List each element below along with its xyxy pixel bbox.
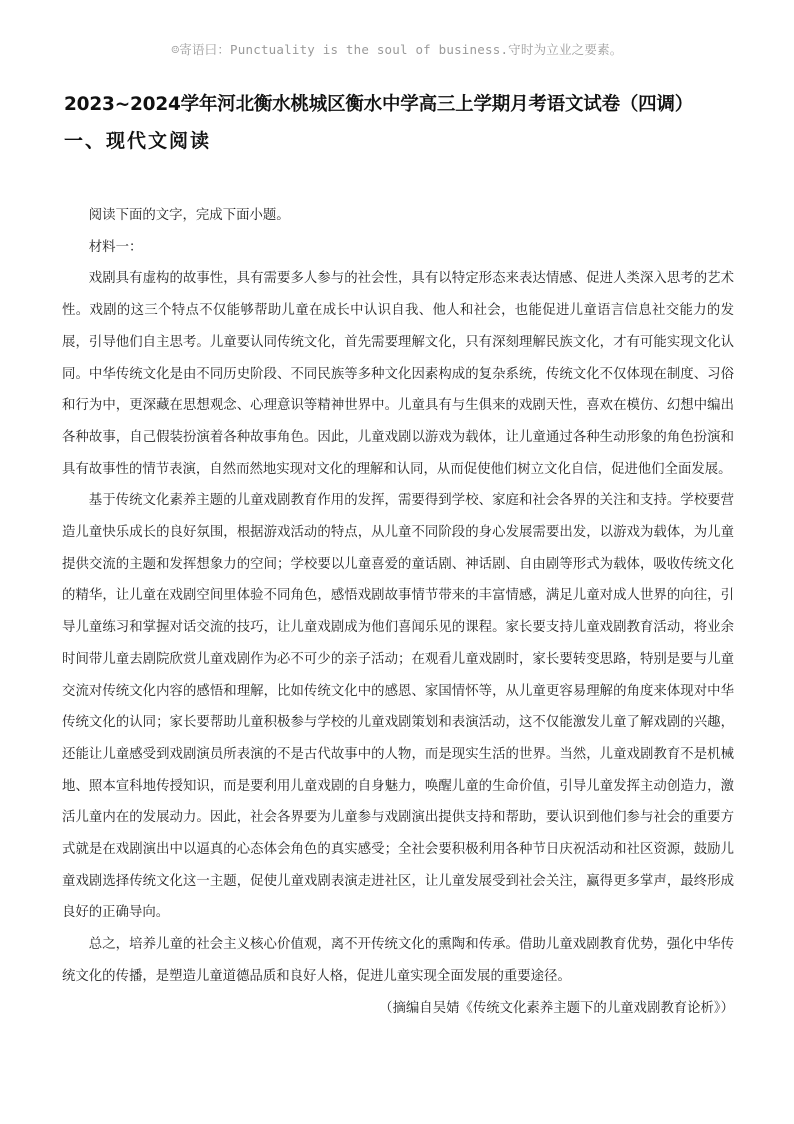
header-motto: ☺寄语曰：Punctuality is the soul of business.守时为立业之要素。 bbox=[171, 42, 623, 57]
section-heading: 一、现代文阅读 bbox=[64, 130, 212, 152]
material-label: 材料一： bbox=[88, 239, 143, 255]
reading-passage bbox=[62, 200, 734, 1024]
passage-paragraph-3: 总之，培养儿童的社会主义核心价值观，离不开传统文化的熏陶和传承。借助儿童戏剧教育优势，强化中华传统文化的传播，是塑造儿童道德品质和良好人格，促进儿童实现全面发展的重要途径。 bbox=[62, 937, 734, 984]
passage-paragraph-2: 基于传统文化素养主题的儿童戏剧教育作用的发挥，需要得到学校、家庭和社会各界的关注和支持。学校要营造儿童快乐成长的良好氛围，根据游戏活动的特点，从儿童不同阶段的身心发展需要出发，以游戏为载体，为儿童提供交流的主题和发挥想象力的空间；学校要以儿童喜爱的童话剧、神话剧、自由剧等形式为载体，吸收传统文化的精华，让儿童在戏剧空间里体验不同角色，感悟戏剧故事情节带来的丰富情感，满足儿童对成人世界的向往，引导儿童练习和掌握对话交流的技巧，让儿童戏剧成为他们喜闻乐见的课程。家长要支持儿童戏剧教育活动，将业余时间带儿童去剧院欣赏儿童戏剧作为必不可少的亲子活动；在观看儿童戏剧时，家长要转变思路，特别是要与儿童交流对传统文化内容的感悟和理解，比如传统文化中的感恩、家国情怀等，从儿童更容易理解的角度来体现对中华传统文化的认同；家长要帮助儿童积极参与学校的儿童戏剧策划和表演活动，这不仅能激发儿童了解戏剧的兴趣，还能让儿童感受到戏剧演员所表演的不是古代故事中的人物，而是现实生活的世界。当然，儿童戏剧教育不是机械地、照本宣科地传授知识，而是要利用儿童戏剧的自身魅力，唤醒儿童的生命价值，引导儿童发挥主动创造力，激活儿童内在的发展动力。因此，社会各界要为儿童参与戏剧演出提供支持和帮助，要认识到他们参与社会的重要方式就是在戏剧演出中以逼真的心态体会角色的真实感受；全社会要积极利用各种节日庆祝活动和社区资源，鼓励儿童戏剧选择传统文化这一主题，促使儿童戏剧表演走进社区，让儿童发展受到社会关注，赢得更多掌声，最终形成良好的正确导向。 bbox=[62, 493, 734, 921]
source-citation: （摘编自吴婧《传统文化素养主题下的儿童戏剧教育论析》） bbox=[379, 1000, 734, 1016]
passage-paragraph-1: 戏剧具有虚构的故事性，具有需要多人参与的社会性，具有以特定形态来表达情感、促进人类深入思考的艺术性。戏剧的这三个特点不仅能够帮助儿童在成长中认识自我、他人和社会，也能促进儿童语言信息社交能力的发展，引导他们自主思考。儿童要认同传统文化，首先需要理解文化，只有深刻理解民族文化，才有可能实现文化认同。中华传统文化是由不同历史阶段、不同民族等多种文化因素构成的复杂系统，传统文化不仅体现在制度、习俗和行为中，更深藏在思想观念、心理意识等精神世界中。儿童具有与生俱来的戏剧天性，喜欢在模仿、幻想中编出各种故事，自己假装扮演着各种故事角色。因此，儿童戏剧以游戏为载体，让儿童通过各种生动形象的角色扮演和具有故事性的情节表演，自然而然地实现对文化的理解和认同，从而促使他们树立文化自信，促进他们全面发展。 bbox=[62, 271, 734, 477]
instruction-text: 阅读下面的文字，完成下面小题。 bbox=[88, 208, 290, 223]
document-title: 2023~2024学年河北衡水桃城区衡水中学高三上学期月考语文试卷（四调） bbox=[64, 94, 694, 115]
